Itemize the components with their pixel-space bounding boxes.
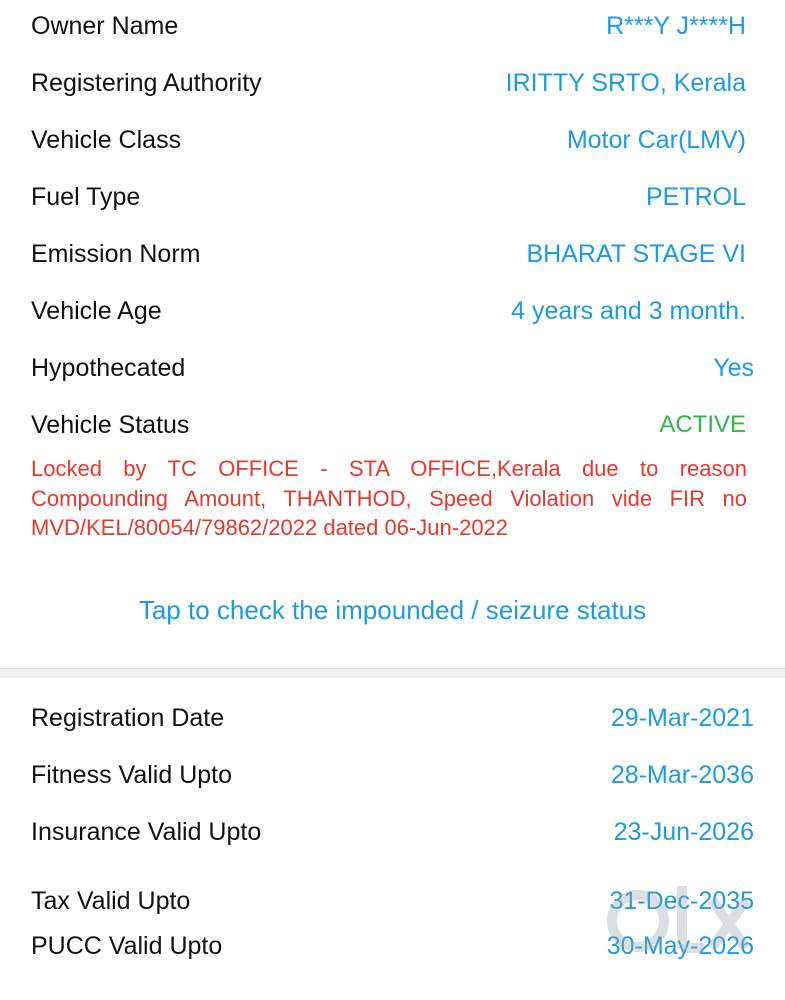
detail-row-vehicle-class xyxy=(31,120,746,160)
detail-row-registering-authority xyxy=(31,63,746,103)
vehicle-class-value: Motor Car(LMV) xyxy=(566,125,746,154)
validity-row-insurance xyxy=(31,812,754,852)
emission-norm-label: Emission Norm xyxy=(31,239,201,268)
validity-row-tax xyxy=(31,881,754,921)
registration-date-value: 29-Mar-2021 xyxy=(610,703,754,732)
emission-norm-value: BHARAT STAGE VI xyxy=(526,239,746,268)
registration-date-label: Registration Date xyxy=(31,703,225,732)
vehicle-age-label: Vehicle Age xyxy=(31,296,162,325)
insurance-valid-value: 23-Jun-2026 xyxy=(613,817,754,846)
validity-row-fitness xyxy=(31,755,754,795)
pucc-valid-value: 30-May-2026 xyxy=(606,931,754,960)
validity-row-pucc xyxy=(31,926,754,966)
impound-status-link[interactable]: Tap to check the impounded / seizure status xyxy=(138,595,647,625)
insurance-valid-label: Insurance Valid Upto xyxy=(31,817,262,846)
hypothecated-label: Hypothecated xyxy=(31,353,186,382)
hypothecated-value: Yes xyxy=(713,353,754,382)
detail-row-vehicle-age xyxy=(31,291,746,331)
registering-authority-label: Registering Authority xyxy=(31,68,262,97)
validity-row-registration-date xyxy=(31,698,754,738)
fuel-type-label: Fuel Type xyxy=(31,182,141,211)
detail-row-vehicle-status xyxy=(31,405,746,445)
detail-row-owner-name xyxy=(31,6,746,46)
section-divider xyxy=(0,668,785,678)
fitness-valid-label: Fitness Valid Upto xyxy=(31,760,233,789)
lock-alert-message: Locked by TC OFFICE - STA OFFICE,Kerala due to reason Compounding Amount, THANTHOD, Speed Violation vide FIR no MVD/KEL/80054/79862/2022 dated 06-Jun-2022 xyxy=(31,456,747,540)
fuel-type-value: PETROL xyxy=(645,182,746,211)
detail-row-emission-norm xyxy=(31,234,746,274)
vehicle-class-label: Vehicle Class xyxy=(31,125,182,154)
owner-name-label: Owner Name xyxy=(31,11,179,40)
detail-row-hypothecated xyxy=(31,348,754,388)
vehicle-age-value: 4 years and 3 month. xyxy=(511,296,746,325)
vehicle-status-label: Vehicle Status xyxy=(31,410,190,439)
detail-row-fuel-type xyxy=(31,177,746,217)
owner-name-value: R***Y J****H xyxy=(606,11,746,40)
pucc-valid-label: PUCC Valid Upto xyxy=(31,931,223,960)
tax-valid-label: Tax Valid Upto xyxy=(31,886,191,915)
tax-valid-value: 31-Dec-2035 xyxy=(609,886,754,915)
registering-authority-value: IRITTY SRTO, Kerala xyxy=(505,68,746,97)
vehicle-status-badge: ACTIVE xyxy=(659,411,746,438)
fitness-valid-value: 28-Mar-2036 xyxy=(610,760,754,789)
